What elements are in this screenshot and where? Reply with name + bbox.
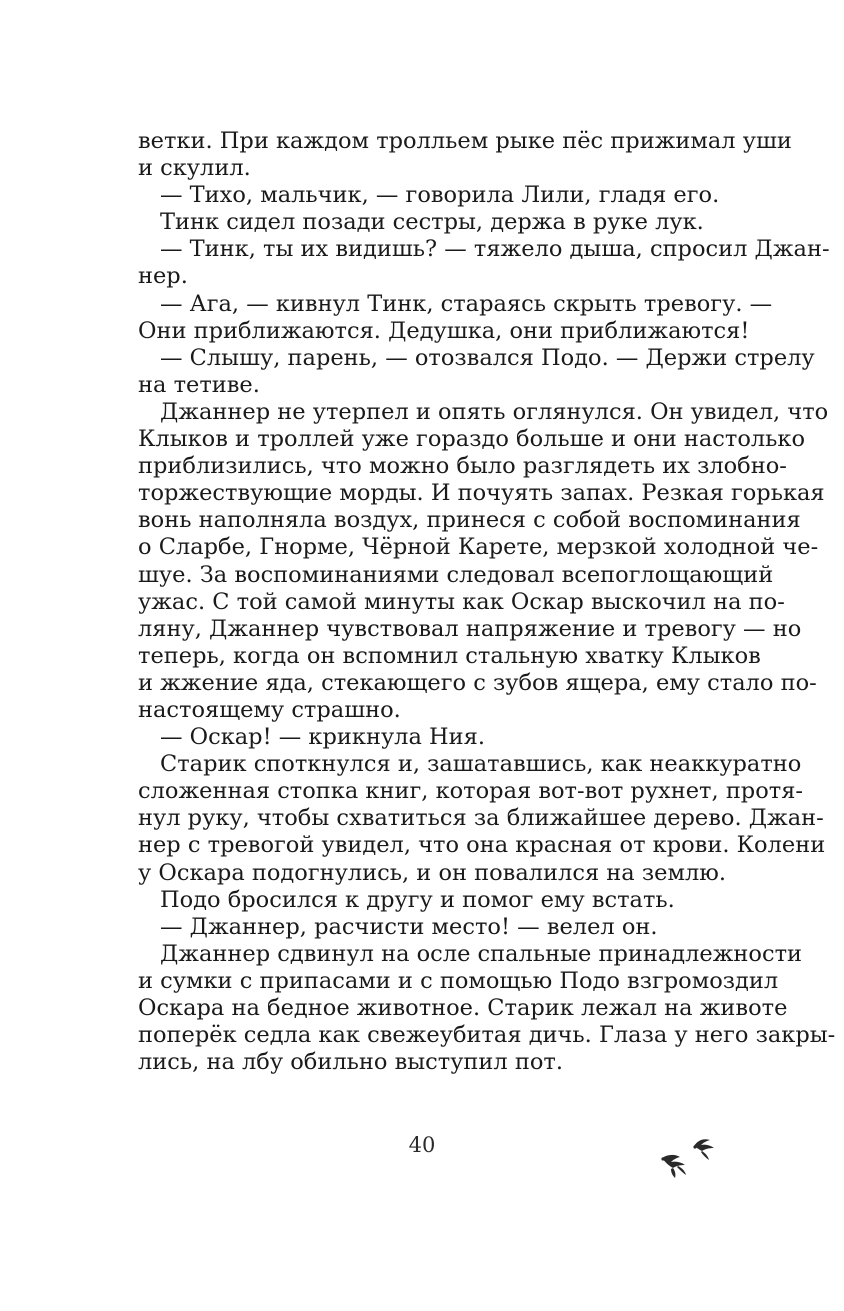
text-line: поперёк седла как свежеубитая дичь. Глаза у него закры-: [138, 1022, 836, 1049]
text-line: Джаннер сдвинул на осле спальные принадлежности: [160, 940, 803, 967]
text-line: Клыков и троллей уже гораздо больше и они настолько: [138, 426, 806, 453]
text-line: Оскара на бедное животное. Старик лежал на животе: [138, 995, 788, 1021]
text-line: Старик споткнулся и, зашатавшись, как неаккуратно: [160, 751, 802, 778]
text-line: ветки. При каждом тролльем рыке пёс прижимал уши: [138, 128, 792, 154]
text-line: нер.: [138, 263, 188, 290]
text-line: Подо бросился к другу и помог ему встать.: [160, 886, 675, 913]
text-line: — Джаннер, расчисти место! — велел он.: [160, 913, 658, 940]
flying-birds-icon: [658, 1132, 722, 1180]
text-line: у Оскара подогнулись, и он повалился на землю.: [138, 859, 726, 886]
text-line: торжествующие морды. И почуять запах. Резкая горькая: [138, 480, 825, 507]
text-line: вонь наполняла воздух, принеся с собой воспоминания: [138, 507, 801, 534]
text-line: настоящему страшно.: [138, 696, 401, 723]
text-line: сложенная стопка книг, которая вот-вот рухнет, протя-: [138, 778, 804, 805]
text-line: — Тинк, ты их видишь? — тяжело дыша, спросил Джан-: [160, 236, 830, 263]
text-line: и жжение яда, стекающего с зубов ящера, ему стало по-: [138, 669, 817, 696]
text-line: шуе. За воспоминаниями следовал всепоглощающий: [138, 561, 774, 588]
text-line: ужас. С той самой минуты как Оскар выскочил на по-: [138, 588, 785, 615]
text-line: о Сларбе, Гнорме, Чёрной Карете, мерзкой холодной че-: [138, 534, 819, 561]
text-line: нер с тревогой увидел, что она красная от крови. Колени: [138, 832, 826, 859]
text-line: и скулил.: [138, 155, 251, 182]
text-line: ляну, Джаннер чувствовал напряжение и тревогу — но: [138, 615, 802, 642]
body-text: [138, 128, 836, 1076]
text-line: на тетиве.: [138, 371, 260, 398]
text-line: — Тихо, мальчик, — говорила Лили, гладя его.: [160, 182, 720, 209]
text-line: Тинк сидел позади сестры, держа в руке лук.: [160, 209, 704, 236]
text-line: Они приближаются. Дедушка, они приближаются!: [138, 317, 750, 344]
page-number: 40: [408, 1133, 436, 1157]
text-line: приблизились, что можно было разглядеть их злобно-: [138, 453, 787, 480]
text-line: лись, на лбу обильно выступил пот.: [138, 1049, 564, 1076]
text-line: — Оскар! — крикнула Ния.: [160, 724, 486, 751]
text-line: и сумки с припасами и с помощью Подо взгромоздил: [138, 967, 779, 994]
text-line: нул руку, чтобы схватиться за ближайшее дерево. Джан-: [138, 805, 824, 832]
text-line: теперь, когда он вспомнил стальную хватку Клыков: [138, 642, 761, 669]
text-line: — Слышу, парень, — отозвался Подо. — Держи стрелу: [160, 344, 815, 371]
text-line: — Ага, — кивнул Тинк, стараясь скрыть тревогу. —: [160, 290, 773, 317]
text-line: Джаннер не утерпел и опять оглянулся. Он увидел, что: [160, 398, 829, 425]
